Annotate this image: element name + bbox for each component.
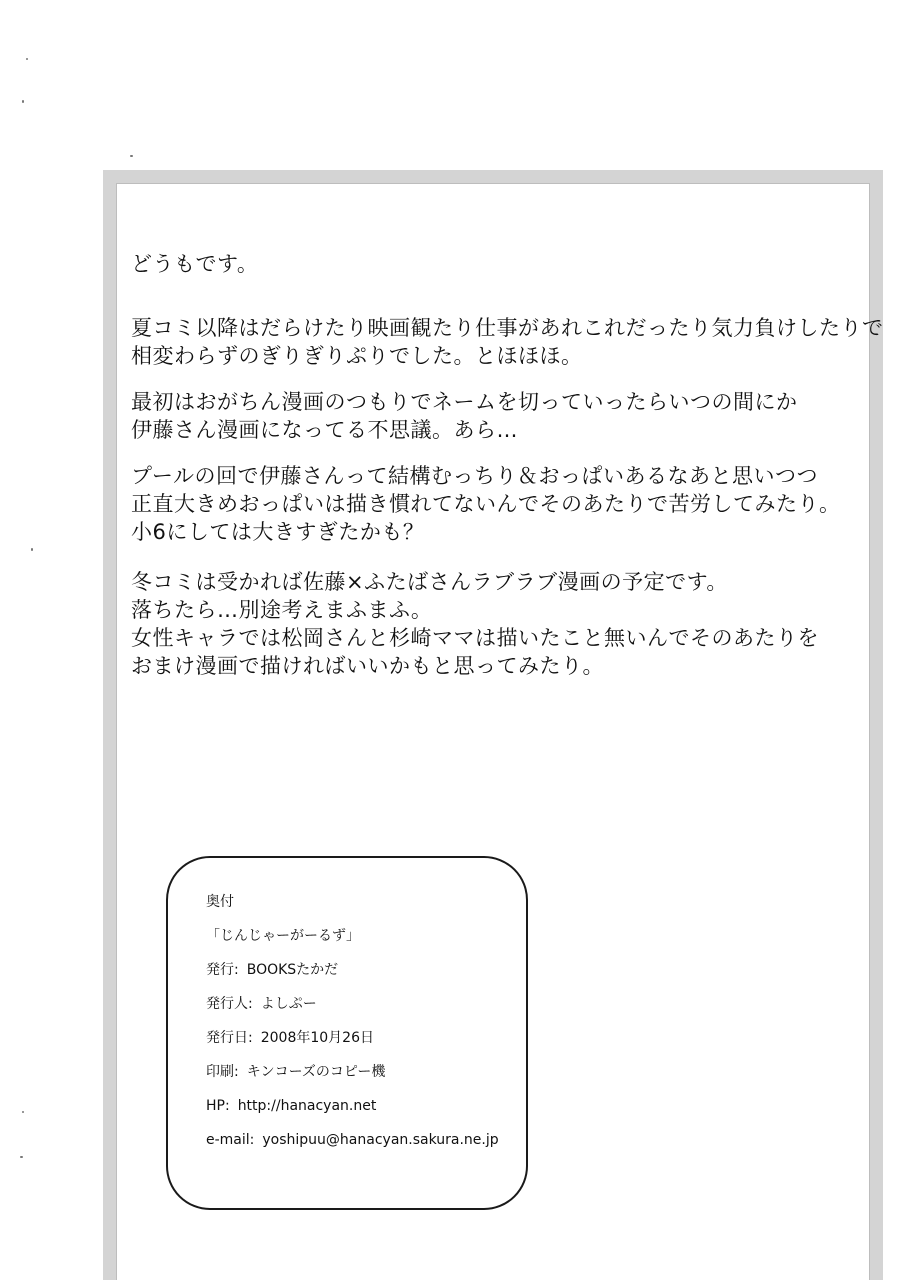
text-line: 夏コミ以降はだらけたり映画観たり仕事があれこれだったり気力負けしたりで [131,316,884,340]
issuer-value: よしぷー [260,996,317,1012]
text-line: 伊藤さん漫画になってる不思議。あら… [131,418,518,442]
email-value: yoshipuu@hanacyan.sakura.ne.jp [262,1132,499,1148]
text-line: おまけ漫画で描ければいいかもと思ってみたり。 [131,654,604,678]
text-line: 冬コミは受かれば佐藤×ふたばさんラブラブ漫画の予定です。 [131,570,728,594]
text-line: 相変わらずのぎりぎりぷりでした。とほほほ。 [131,344,583,368]
text-line: プールの回で伊藤さんって結構むっちり＆おっぱいあるなあと思いつつ [131,464,818,488]
email-label: e-mail: [206,1132,255,1148]
scan-speck [130,155,133,157]
paragraph-1 [131,314,884,370]
text-line: 最初はおがちん漫画のつもりでネームを切っていったらいつの間にか [131,390,798,414]
colophon-publisher [206,962,499,996]
issuer-label: 発行人: [206,996,253,1012]
paragraph-2 [131,388,871,444]
text-line: 落ちたら…別途考えまふまふ。 [131,598,433,622]
date-value: 2008年10月26日 [260,1030,374,1046]
text-line: 小6にしては大きすぎたかも？ [131,520,425,544]
afterword-text [131,250,884,698]
date-label: 発行日: [206,1030,253,1046]
colophon-book-title [206,928,499,962]
scan-speck [20,1156,23,1158]
printer-label: 印刷: [206,1064,239,1080]
colophon-heading [206,894,499,928]
greeting: どうもです。 [131,252,259,276]
scan-speck [22,1111,24,1113]
hp-label: HP: [206,1098,230,1114]
hp-value: http://hanacyan.net [237,1098,377,1114]
publisher-label: 発行: [206,962,239,978]
scan-speck [26,58,28,60]
colophon-list [206,894,499,1166]
colophon-heading-text: 奥付 [206,894,234,910]
colophon-hp [206,1098,499,1132]
scan-speck [31,548,33,551]
colophon-printer [206,1064,499,1098]
publisher-value: BOOKSたかだ [246,962,339,978]
printer-value: キンコーズのコピー機 [246,1064,386,1080]
paragraph-4 [131,568,871,680]
colophon-box [166,856,528,1210]
book-title-text: 「じんじゃーがーるず」 [206,928,360,944]
scan-speck [22,100,24,103]
colophon-date [206,1030,499,1064]
colophon-email [206,1132,499,1166]
colophon-issuer [206,996,499,1030]
text-line: 正直大きめおっぱいは描き慣れてないんでそのあたりで苦労してみたり。 [131,492,841,516]
paragraph-3 [131,462,871,546]
text-line: 女性キャラでは松岡さんと杉崎ママは描いたこと無いんでそのあたりを [131,626,819,650]
